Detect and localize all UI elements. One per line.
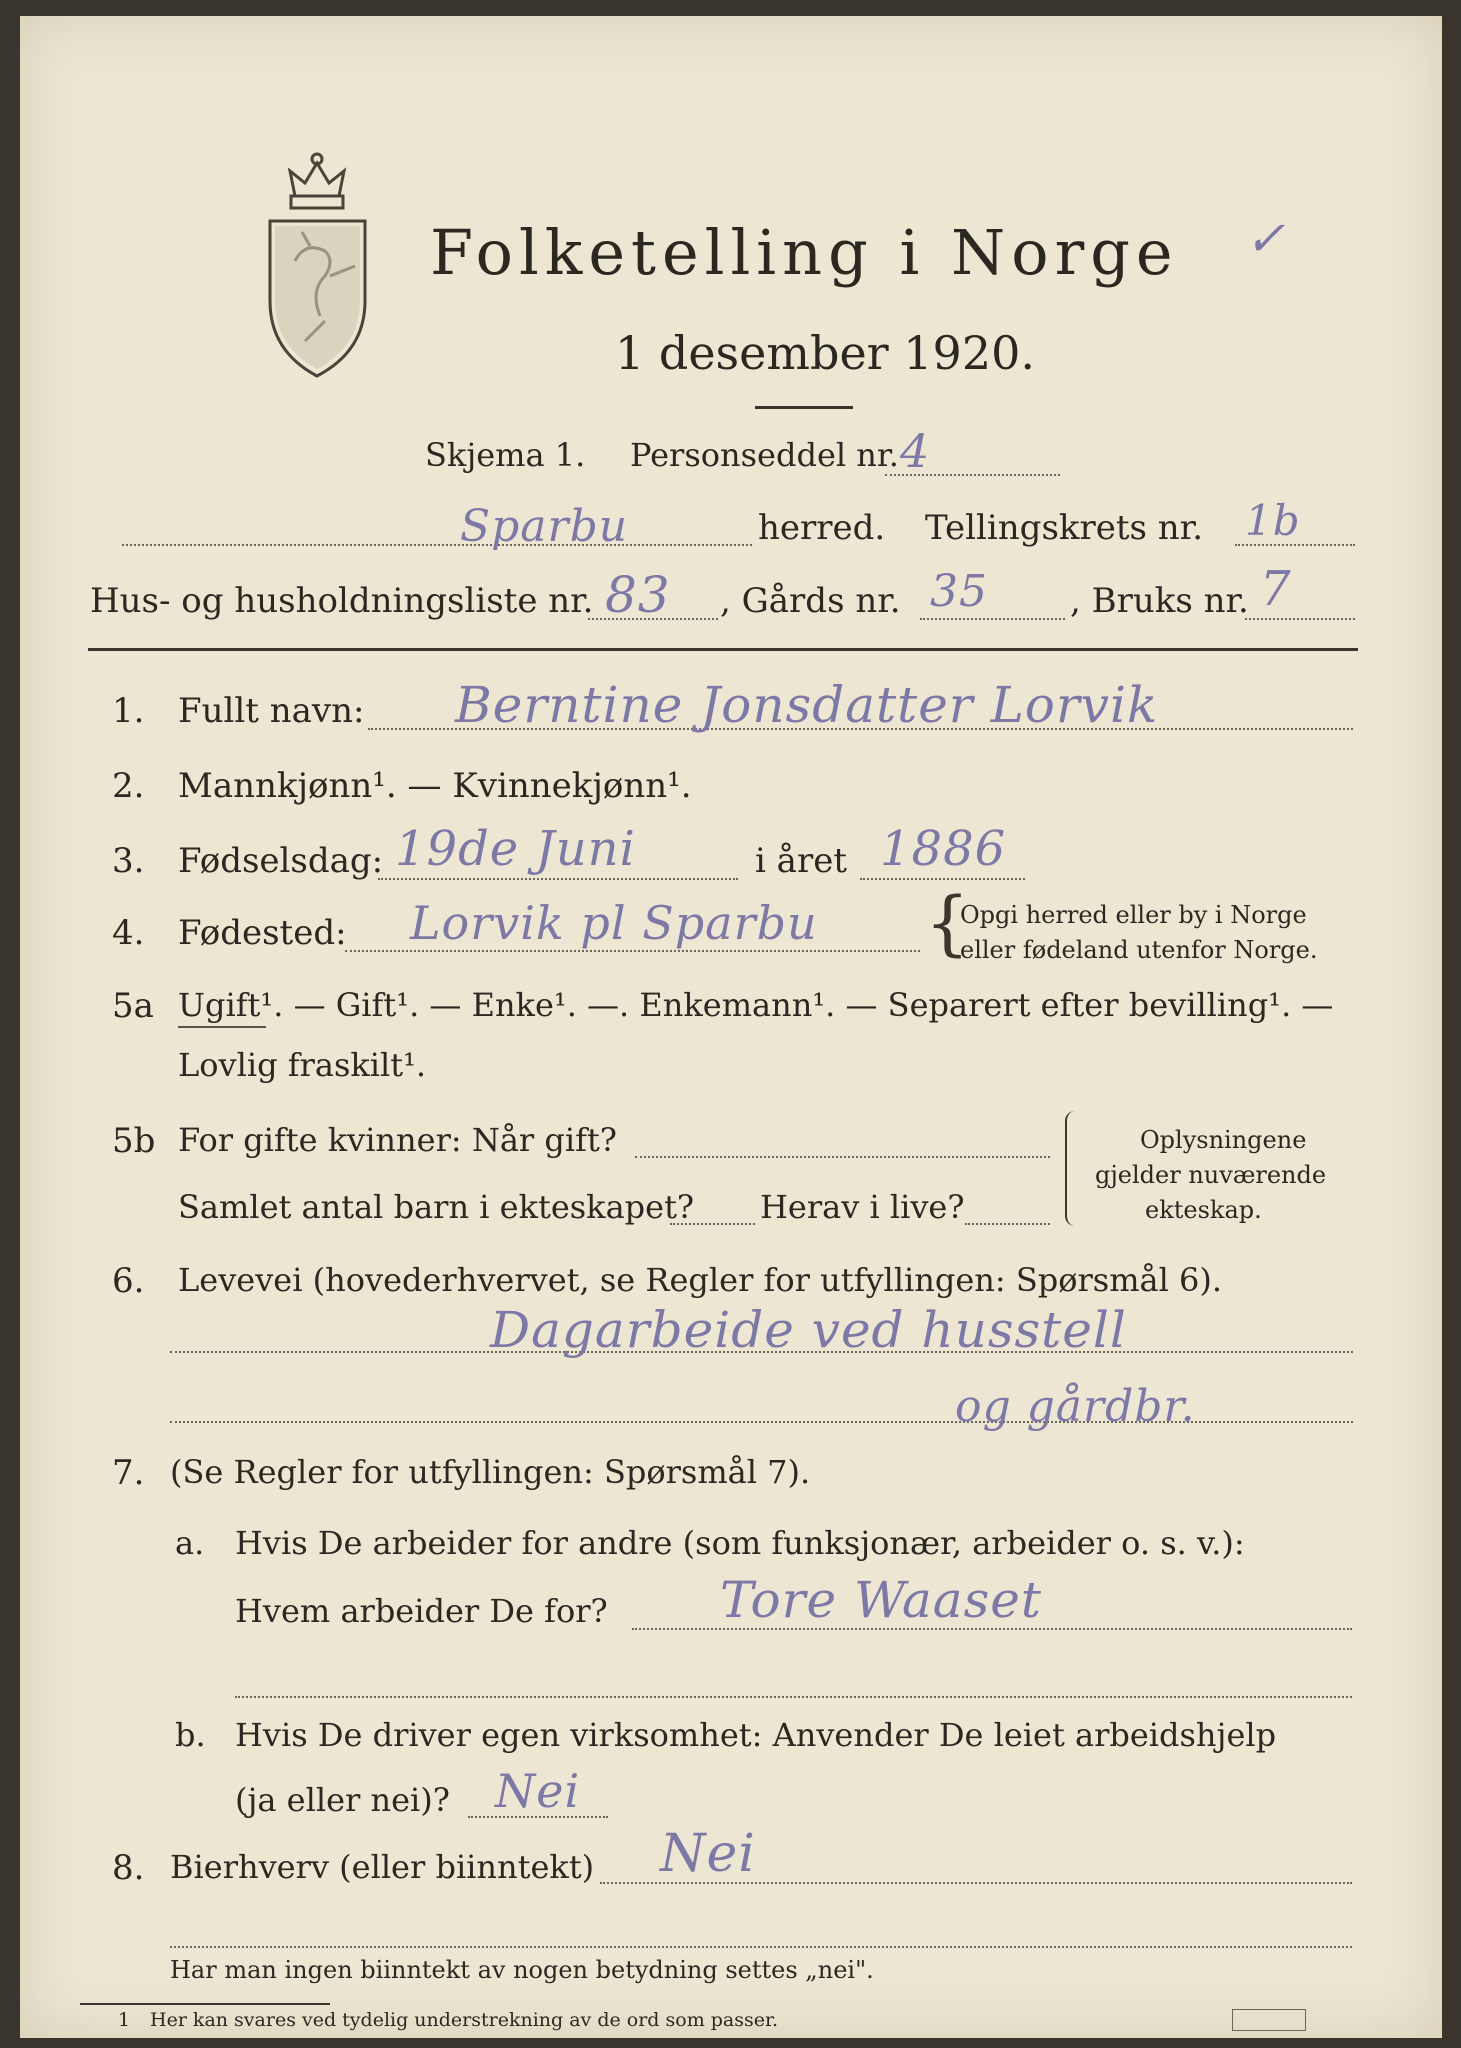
q3-value: 19de Juni [395,821,636,877]
census-form-page [20,16,1442,2038]
q5b-children-line [670,1223,755,1225]
personseddel-value: 4 [900,424,931,478]
footnote-mark: 1 [118,2009,131,2031]
q3-year-label: i året [755,841,847,881]
q5b-label-2: Samlet antal barn i ekteskapet? [178,1188,695,1226]
husholdning-value: 83 [605,566,671,624]
q7a-letter: a. [175,1524,205,1562]
herred-label: herred. [758,508,886,548]
q6-value-1: Dagarbeide ved husstell [490,1301,1127,1359]
q3-label: Fødselsdag: [178,841,384,881]
q7b-label-1: Hvis De driver egen virksomhet: Anvender De leiet arbeidshjelp [235,1716,1277,1754]
q3-year-line [860,878,1025,880]
printer-stamp [1232,2009,1306,2031]
q4-brace: { [925,882,970,964]
q8-line-2 [170,1946,1352,1948]
q5b-married-line [635,1156,1050,1158]
q7b-label-2: (ja eller nei)? [235,1781,450,1819]
bruks-value: 7 [1260,561,1292,617]
census-date: 1 desember 1920. [615,326,1035,380]
coat-of-arms-icon [255,151,380,381]
q8-value: Nei [660,1824,756,1884]
q2-label: Mannkjønn¹. — Kvinnekjønn¹. [178,766,692,806]
gards-value: 35 [930,566,988,617]
q4-note-1: Opgi herred eller by i Norge [960,901,1307,929]
q4-number: 4. [112,913,145,953]
q5b-label-1: For gifte kvinner: Når gift? [178,1121,617,1159]
form-title: Folketelling i Norge [430,216,1179,289]
husholdning-label: Hus- og husholdningsliste nr. [90,581,594,621]
q8-label: Bierhverv (eller biinntekt) [170,1848,595,1886]
bruks-line [1245,618,1355,620]
q1-number: 1. [112,691,145,731]
gards-line [920,618,1065,620]
q7a-label-2: Hvem arbeider De for? [235,1592,608,1630]
q7-number: 7. [112,1453,145,1493]
q5a-label: Ugift¹. — Gift¹. — Enke¹. —. Enkemann¹. — Separert efter bevilling¹. — [178,986,1334,1024]
q6-number: 6. [112,1261,145,1301]
gards-label: , Gårds nr. [720,581,901,621]
q5b-number: 5b [112,1121,156,1161]
q5b-label-3: Herav i live? [760,1188,965,1226]
q3-line [378,878,738,880]
nei-note: Har man ingen biinntekt av nogen betydning settes „nei". [170,1956,874,1984]
herred-line [122,544,752,546]
personseddel-label: Personseddel nr. [630,436,899,474]
q7a-value: Tore Waaset [720,1571,1042,1629]
q7b-letter: b. [175,1716,206,1754]
q5a-label-2: Lovlig fraskilt¹. [178,1046,427,1084]
q7b-value: Nei [495,1764,581,1818]
q5b-alive-line [965,1223,1050,1225]
footnote-divider [80,2003,330,2005]
tellingskrets-label: Tellingskrets nr. [925,508,1204,548]
q3-year-value: 1886 [880,821,1007,877]
q6-value-2: og gårdbr. [955,1381,1196,1432]
q5a-ugift-underline [178,1026,266,1028]
q5b-bracket [1065,1111,1081,1226]
q7a-line-2 [235,1696,1352,1698]
q7a-label-1: Hvis De arbeider for andre (som funksjonær, arbeider o. s. v.): [235,1524,1245,1562]
q1-value: Berntine Jonsdatter Lorvik [455,676,1159,734]
header-divider [88,648,1358,651]
check-mark: ✓ [1245,211,1287,267]
q5b-note-3: ekteskap. [1145,1196,1262,1224]
q4-value: Lorvik pl Sparbu [410,896,818,950]
q7-label: (Se Regler for utfyllingen: Spørsmål 7). [170,1453,811,1491]
q6-label: Levevei (hovederhvervet, se Regler for utfyllingen: Spørsmål 6). [178,1261,1223,1299]
footnote-text: Her kan svares ved tydelig understrekning av de ord som passer. [150,2009,779,2031]
q2-number: 2. [112,766,145,806]
herred-value: Sparbu [460,501,629,552]
tellingskrets-value: 1b [1245,496,1301,545]
q5b-note-1: Oplysningene [1140,1126,1307,1154]
q4-note-2: eller fødeland utenfor Norge. [960,936,1318,964]
q4-label: Fødested: [178,913,347,953]
q4-line [345,950,920,952]
skjema-label: Skjema 1. [425,436,586,474]
q3-number: 3. [112,841,145,881]
q8-number: 8. [112,1848,145,1888]
title-divider [755,406,853,409]
q1-label: Fullt navn: [178,691,365,731]
q5a-number: 5a [112,986,154,1026]
bruks-label: , Bruks nr. [1070,581,1249,621]
q5b-note-2: gjelder nuværende [1095,1161,1327,1189]
